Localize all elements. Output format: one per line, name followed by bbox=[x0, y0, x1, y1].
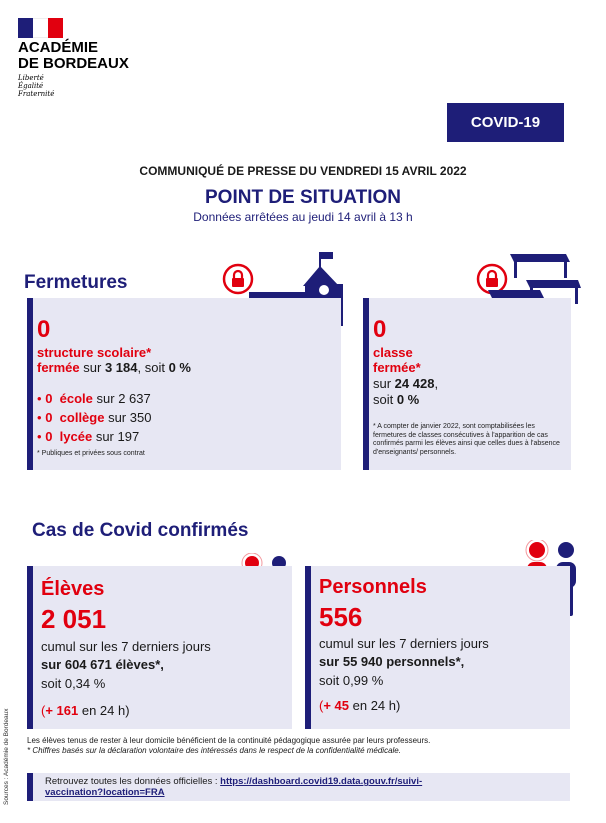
structures-footnote: * Publiques et privées sous contrat bbox=[37, 450, 145, 457]
structures-closed-count: 0 bbox=[37, 316, 51, 343]
section-heading-fermetures: Fermetures bbox=[24, 272, 128, 293]
republic-motto: Liberté Égalité Fraternité bbox=[18, 74, 55, 98]
students-percent: soit 0,34 % bbox=[41, 676, 106, 691]
students-title: Élèves bbox=[41, 578, 105, 600]
list-item: • 0 lycée sur 197 bbox=[37, 429, 140, 444]
page-subtitle: Données arrêtées au jeudi 14 avril à 13 h bbox=[193, 210, 413, 224]
classes-label: classe bbox=[373, 345, 413, 360]
staff-title: Personnels bbox=[319, 576, 427, 598]
classes-footnote: * A compter de janvier 2022, sont comptabilisées les fermetures de classes consécutives à l'apparition de cas confirmés parmi les élèves ainsi que celles dues à l'absence d'enseignants/ personnels. bbox=[373, 423, 560, 456]
marianne-logo-icon bbox=[18, 18, 63, 38]
dashboard-link[interactable]: https://dashboard.covid19.data.gouv.fr/suivi- bbox=[220, 776, 423, 787]
covid-badge: COVID-19 bbox=[447, 103, 564, 142]
sources-label: Sources : Académie de Bordeaux bbox=[3, 708, 10, 805]
students-cumul-label: cumul sur les 7 derniers jours bbox=[41, 639, 211, 654]
students-24h-delta: (+ 161 en 24 h) bbox=[41, 703, 130, 718]
staff-total: sur 55 940 personnels*, bbox=[319, 654, 465, 669]
page-title: POINT DE SITUATION bbox=[205, 187, 401, 208]
students-total: sur 604 671 élèves*, bbox=[41, 657, 164, 672]
staff-cumul-label: cumul sur les 7 derniers jours bbox=[319, 636, 489, 651]
structures-label: structure scolaire* bbox=[37, 345, 152, 360]
staff-percent: soit 0,99 % bbox=[319, 673, 384, 688]
press-release-line: COMMUNIQUÉ DE PRESSE DU VENDREDI 15 AVRIL 2022 bbox=[139, 164, 467, 178]
classes-closed-card bbox=[363, 298, 571, 470]
classes-percent-line: soit 0 % bbox=[373, 392, 420, 407]
official-data-text: Retrouvez toutes les données officielles : https://dashboard.covid19.data.gouv.fr/suivi- vaccination?location=FRA bbox=[45, 776, 423, 798]
section-heading-cas-covid: Cas de Covid confirmés bbox=[32, 520, 249, 541]
staff-case-count: 556 bbox=[319, 602, 363, 632]
students-cases-card bbox=[27, 566, 292, 729]
students-case-count: 2 051 bbox=[41, 604, 107, 634]
classes-label-closed: fermée* bbox=[373, 360, 421, 375]
note-data-basis: * Chiffres basés sur la déclaration volontaire des intéressés dans le respect de la confidentialité médicale. bbox=[27, 746, 401, 755]
staff-cases-card bbox=[305, 566, 570, 729]
institution-name: ACADÉMIE DE BORDEAUX bbox=[18, 39, 129, 72]
list-item: • 0 collège sur 350 bbox=[37, 410, 152, 425]
structures-total-line: fermée sur 3 184, soit 0 % bbox=[37, 360, 191, 375]
notes-block bbox=[27, 736, 430, 756]
staff-24h-delta: (+ 45 en 24 h) bbox=[319, 698, 401, 713]
official-data-banner bbox=[27, 773, 570, 801]
dashboard-link-continued[interactable]: vaccination?location=FRA bbox=[45, 787, 165, 798]
classes-closed-count: 0 bbox=[373, 316, 387, 343]
note-continuity: Les élèves tenus de rester à leur domicile bénéficient de la continuité pédagogique assurée par leurs professeurs. bbox=[27, 736, 431, 745]
classes-total-line: sur 24 428, bbox=[373, 376, 439, 391]
structures-breakdown-list bbox=[37, 389, 151, 446]
structures-closed-card bbox=[27, 298, 341, 470]
list-item: • 0 école sur 2 637 bbox=[37, 391, 151, 406]
